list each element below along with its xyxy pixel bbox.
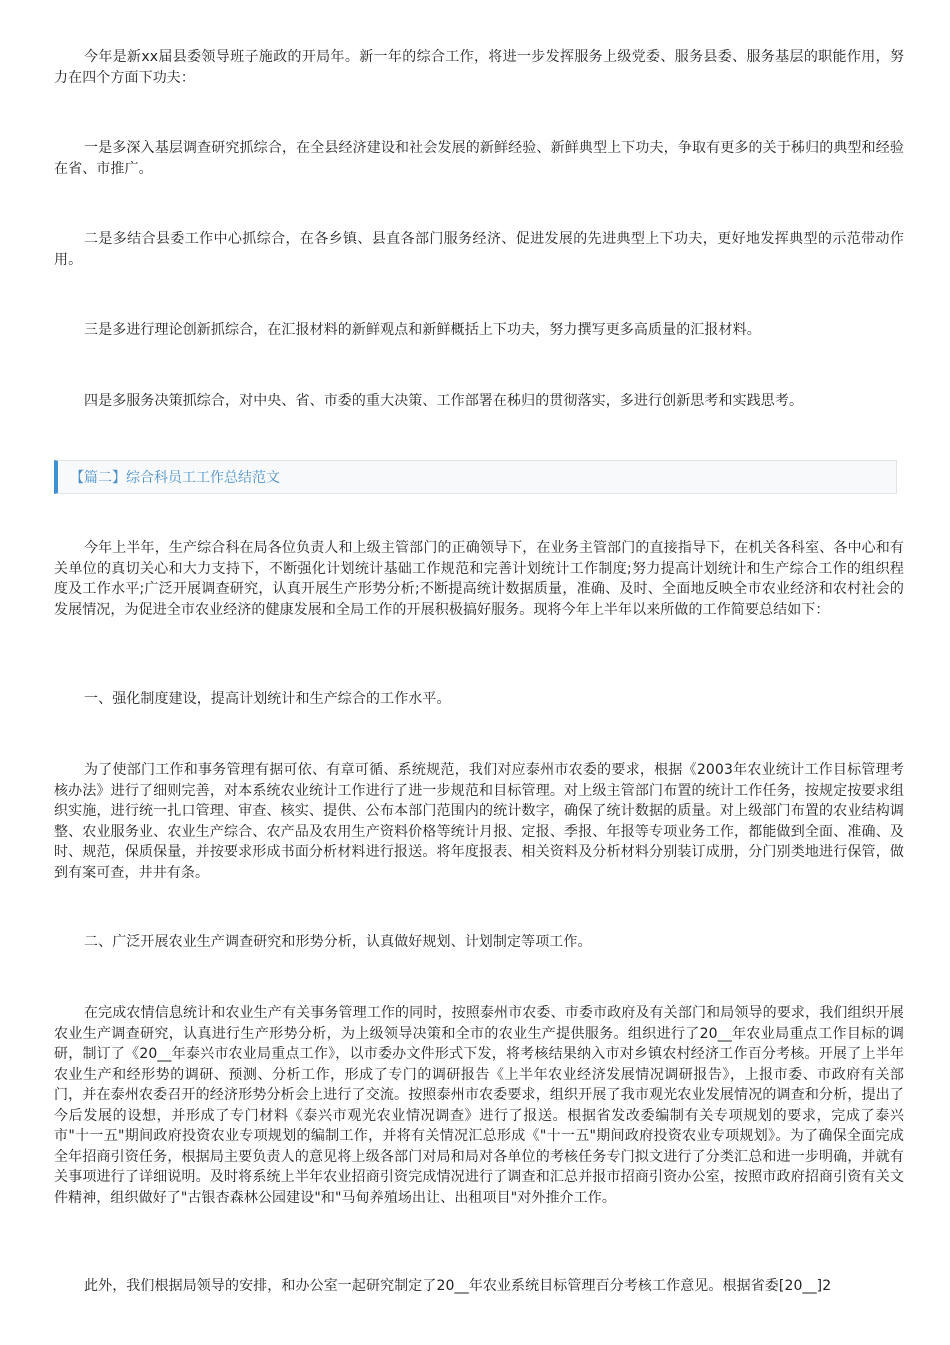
section-header (54, 460, 897, 494)
summary-intro-paragraph: 今年上半年，生产综合科在局各位负责人和上级主管部门的正确领导下，在业务主管部门的直接指导下，在机关各科室、各中心和有关单位的真切关心和大力支持下，不断强化计划统计基础工作规范和完善计划统计工作制度;努力提高计划统计和生产综合工作的组织程度及工作水平;广泛开展调查研究，认真开展生产形势分析;不断提高统计数据质量，准确、及时、全面地反映全市农业经济和农村社会的发展情况，为促进全市农业经济的健康发展和全局工作的开展积极搞好服务。现将今年上半年以来所做的工作简要总结如下： (54, 540, 904, 618)
intro-paragraph: 今年是新xx届县委领导班子施政的开局年。新一年的综合工作，将进一步发挥服务上级党委、服务县委、服务基层的职能作用，努力在四个方面下功夫： (54, 49, 904, 86)
point-three-paragraph: 三是多进行理论创新抓综合，在汇报材料的新鲜观点和新鲜概括上下功夫，努力撰写更多高质量的汇报材料。 (84, 322, 761, 338)
point-one-paragraph: 一是多深入基层调查研究抓综合，在全县经济建设和社会发展的新鲜经验、新鲜典型上下功夫，争取有更多的关于秭归的典型和经验在省、市推广。 (54, 140, 904, 177)
heading-two-body-paragraph: 在完成农情信息统计和农业生产有关事务管理工作的同时，按照泰州市农委、市委市政府及有关部门和局领导的要求，我们组织开展农业生产调查研究，认真进行生产形势分析，为上级领导决策和全市的农业生产提供服务。组织进行了20__年农业局重点工作目标的调研，制订了《20__年泰兴市农业局重点工作》，以市委办文件形式下发，将考核结果纳入市对乡镇农村经济工作百分考核。开展了上半年农业生产和经形势的调研、预测、分析工作，形成了专门的调研报告《上半年农业经济发展情况调研报告》，上报市委、市政府有关部门，并在泰州农委召开的经济形势分析会上进行了交流。按照泰州市农委要求，组织开展了我市观光农业发展情况的调查和分析，提出了今后发展的设想，并形成了专门材料《泰兴市观光农业情况调查》进行了报送。根据省发改委编制有关专项规划的要求，完成了泰兴市"十一五"期间政府投资农业专项规划的编制工作，并将有关情况汇总形成《"十一五"期间政府投资农业专项规划》。为了确保全面完成全年招商引资任务，根据局主要负责人的意见将上级各部门对局和局对各单位的考核任务专门拟文进行了分类汇总和进一步明确，并就有关事项进行了详细说明。及时将系统上半年农业招商引资完成情况进行了调查和汇总并报市招商引资办公室，按照市政府招商引资有关文件精神，组织做好了"古银杏森林公园建设"和"马甸养殖场出让、出租项目"对外推介工作。 (54, 1005, 904, 1206)
closing-paragraph: 此外，我们根据局领导的安排，和办公室一起研究制定了20__年农业系统目标管理百分考核工作意见。根据省委[20__]2 (84, 1278, 832, 1294)
heading-two-paragraph: 二、广泛开展农业生产调查研究和形势分析，认真做好规划、计划制定等项工作。 (84, 934, 592, 950)
heading-one-paragraph: 一、强化制度建设，提高计划统计和生产综合的工作水平。 (84, 691, 451, 707)
point-four-paragraph: 四是多服务决策抓综合，对中央、省、市委的重大决策、工作部署在秭归的贯彻落实，多进行创新思考和实践思考。 (84, 393, 804, 409)
heading-one-body-paragraph: 为了使部门工作和事务管理有据可依、有章可循、系统规范，我们对应泰州市农委的要求，根据《2003年农业统计工作目标管理考核办法》进行了细则完善，对本系统农业统计工作进行了进一步规范和目标管理。对上级主管部门布置的统计工作任务，按规定按要求组织实施，进行统一扎口管理、审查、核实、提供、公布本部门范围内的统计数字，确保了统计数据的质量。对上级部门布置的农业结构调整、农业服务业、农业生产综合、农产品及农用生产资料价格等统计月报、定报、季报、年报等专项业务工作，都能做到全面、准确、及时、规范，保质保量，并按要求形成书面分析材料进行报送。将年度报表、相关资料及分析材料分别装订成册，分门别类地进行保管，做到有案可查，井井有条。 (54, 762, 904, 881)
point-two-paragraph: 二是多结合县委工作中心抓综合，在各乡镇、县直各部门服务经济、促进发展的先进典型上下功夫，更好地发挥典型的示范带动作用。 (54, 231, 904, 268)
section-title: 【篇二】综合科员工工作总结范文 (70, 470, 280, 486)
